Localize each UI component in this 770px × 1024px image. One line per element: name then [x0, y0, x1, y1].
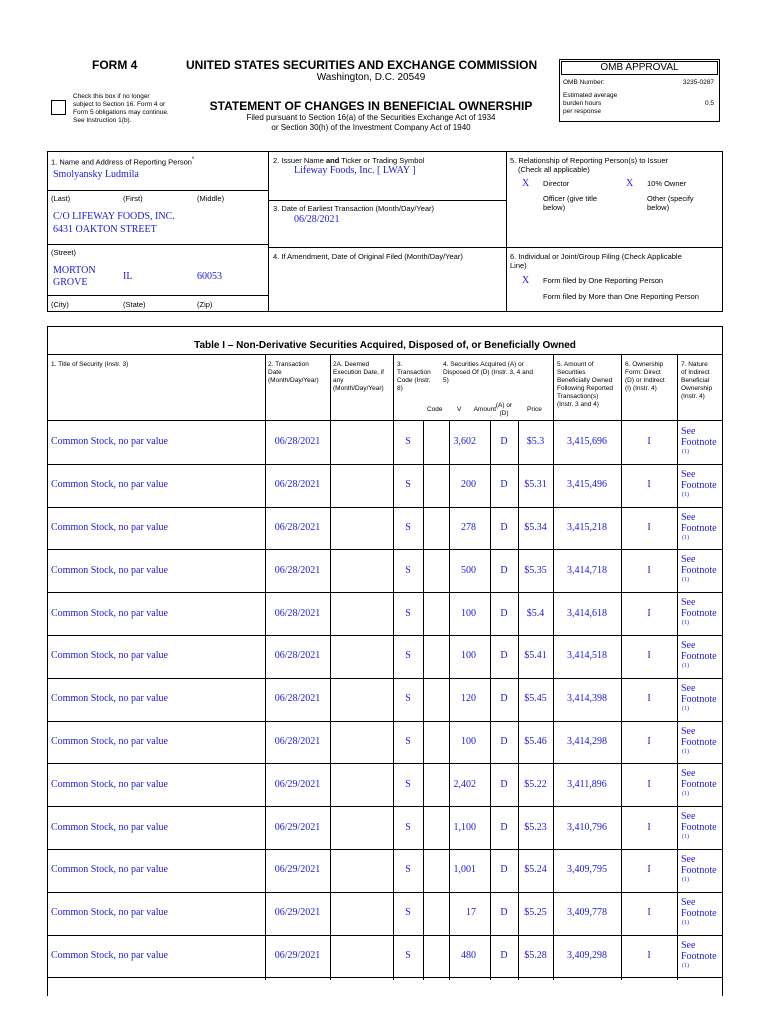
- owned-after-cell: 3,409,778: [567, 907, 607, 919]
- ownership-form-cell: I: [647, 479, 651, 491]
- ownership-form-cell: I: [647, 821, 651, 833]
- one-person-label: Form filed by One Reporting Person: [543, 276, 664, 285]
- relationship-label: 5. Relationship of Reporting Person(s) to Issuer (Check all applicable): [510, 156, 668, 174]
- omb-title: OMB APPROVAL: [600, 62, 679, 73]
- price-cell: $5.28: [524, 950, 547, 961]
- amount-cell: 1,100: [453, 821, 476, 833]
- col-title-header: 1. Title of Security (Instr. 3): [51, 361, 129, 368]
- footnote-ref-cell: (1): [682, 449, 689, 455]
- acquired-disposed-cell: D: [500, 607, 508, 619]
- transaction-code-cell: S: [405, 436, 411, 448]
- acquired-disposed-cell: D: [500, 907, 508, 919]
- transaction-date-cell: 06/29/2021: [274, 950, 321, 961]
- amount-cell: 1,001: [453, 864, 476, 876]
- omb-burden-label: Estimated average burden hours per response: [563, 92, 618, 115]
- price-cell: $5.25: [524, 907, 547, 919]
- more-persons-label: Form filed by More than One Reporting Person: [543, 292, 699, 301]
- ownership-form-cell: I: [647, 564, 651, 576]
- last-label: (Last): [51, 194, 71, 203]
- amount-cell: 3,602: [453, 436, 476, 448]
- amount-cell: 100: [461, 650, 476, 662]
- nature-footnote-cell: Footnote: [681, 479, 717, 491]
- acquired-disposed-cell: D: [500, 821, 508, 833]
- address-line-1: C/O LIFEWAY FOODS, INC.: [53, 211, 175, 222]
- nature-see-cell: See: [681, 896, 696, 908]
- security-title-cell: Common Stock, no par value: [51, 778, 168, 790]
- transaction-code-cell: S: [405, 821, 411, 833]
- ownership-form-cell: I: [647, 950, 651, 961]
- nature-see-cell: See: [681, 854, 696, 865]
- price-cell: $5.35: [524, 564, 547, 576]
- owned-after-cell: 3,414,518: [567, 650, 607, 662]
- amount-cell: 278: [461, 522, 476, 533]
- amendment-label: 4. If Amendment, Date of Original Filed (Month/Day/Year): [273, 252, 463, 261]
- nature-see-cell: See: [681, 811, 696, 823]
- director-mark[interactable]: X: [522, 178, 530, 189]
- acquired-disposed-cell: D: [500, 950, 508, 961]
- security-title-cell: Common Stock, no par value: [51, 650, 168, 662]
- checkbox-instructions: Check this box if no longer subject to Section 16. Form 4 or Form 5 obligations may continue. See Instruction 1(b).: [73, 93, 169, 124]
- amount-cell: 100: [461, 736, 476, 747]
- transaction-date-cell: 06/28/2021: [274, 736, 321, 747]
- omb-burden-value: 0.5: [704, 100, 714, 107]
- reporting-person-name: Smolyansky Ludmila: [53, 169, 139, 180]
- transaction-date-cell: 06/29/2021: [274, 907, 321, 919]
- transaction-code-cell: S: [405, 693, 411, 705]
- transaction-date-cell: 06/28/2021: [274, 607, 321, 619]
- transaction-date-cell: 06/28/2021: [274, 436, 321, 448]
- nature-see-cell: See: [681, 426, 696, 437]
- statement-title: STATEMENT OF CHANGES IN BENEFICIAL OWNERSHIP: [209, 99, 533, 113]
- nature-see-cell: See: [681, 725, 696, 737]
- nature-footnote-cell: Footnote: [681, 950, 717, 962]
- amount-cell: 2,402: [453, 778, 476, 790]
- omb-number-value: 3235-0287: [682, 79, 714, 86]
- owned-after-cell: 3,411,896: [567, 778, 607, 790]
- transaction-code-cell: S: [405, 650, 411, 662]
- table-1-title: Table I – Non-Derivative Securities Acquired, Disposed of, or Beneficially Owned: [194, 340, 576, 351]
- nature-footnote-cell: Footnote: [681, 779, 717, 791]
- city-value: MORTON GROVE: [53, 265, 96, 288]
- transaction-date-cell: 06/29/2021: [274, 821, 321, 833]
- nature-footnote-cell: Footnote: [681, 865, 717, 876]
- ten-percent-owner-mark[interactable]: X: [626, 178, 634, 189]
- transaction-code-cell: S: [405, 736, 411, 747]
- acquired-disposed-cell: D: [500, 522, 508, 533]
- transaction-date-cell: 06/29/2021: [274, 778, 321, 790]
- middle-label: (Middle): [197, 194, 225, 203]
- ownership-form-cell: I: [647, 693, 651, 705]
- ownership-form-cell: I: [647, 864, 651, 876]
- zip-label: (Zip): [197, 300, 213, 309]
- nature-see-cell: See: [681, 939, 696, 951]
- nature-footnote-cell: Footnote: [681, 437, 717, 448]
- price-cell: $5.3: [526, 436, 545, 448]
- footnote-ref-cell: (1): [682, 834, 689, 841]
- amount-cell: 500: [461, 564, 476, 576]
- sub-v-header: V: [457, 406, 462, 413]
- one-person-mark[interactable]: X: [522, 275, 530, 286]
- transaction-date-cell: 06/28/2021: [274, 650, 321, 662]
- owned-after-cell: 3,415,496: [567, 479, 607, 491]
- nature-footnote-cell: Footnote: [681, 522, 717, 534]
- nature-footnote-cell: Footnote: [681, 608, 717, 620]
- acquired-disposed-cell: D: [500, 650, 508, 662]
- reporting-person-label: 1. Name and Address of Reporting Person*: [51, 157, 195, 167]
- transaction-date-cell: 06/28/2021: [274, 564, 321, 576]
- transaction-date-cell: 06/28/2021: [274, 522, 321, 533]
- transaction-date-cell: 06/28/2021: [274, 693, 321, 705]
- footnote-ref-cell: (1): [682, 491, 689, 498]
- price-cell: $5.31: [524, 479, 547, 491]
- transaction-code-cell: S: [405, 564, 411, 576]
- ownership-form-cell: I: [647, 522, 651, 533]
- price-cell: $5.45: [524, 693, 547, 705]
- director-label: Director: [543, 179, 570, 188]
- earliest-transaction-date: 06/28/2021: [294, 214, 340, 225]
- col-code-header: 3. Transaction Code (Instr. 8): [397, 361, 431, 392]
- price-cell: $5.46: [524, 736, 547, 747]
- transaction-code-cell: S: [405, 479, 411, 491]
- transaction-code-cell: S: [405, 950, 411, 961]
- street-label: (Street): [51, 248, 77, 257]
- price-cell: $5.41: [524, 650, 547, 662]
- address-line-2: 6431 OAKTON STREET: [53, 224, 157, 235]
- acquired-disposed-cell: D: [500, 436, 508, 448]
- footnote-ref-cell: (1): [682, 620, 689, 627]
- filed-pursuant: Filed pursuant to Section 16(a) of the Securities Exchange Act of 1934 or Section 30(h) of the Investment Company Act of 1940: [246, 113, 496, 132]
- agency-title: UNITED STATES SECURITIES AND EXCHANGE COMMISSION: [186, 58, 538, 72]
- transaction-date-cell: 06/28/2021: [274, 479, 321, 491]
- sub-amount-header: Amount: [473, 406, 496, 413]
- footnote-ref-cell: (1): [682, 705, 689, 712]
- security-title-cell: Common Stock, no par value: [51, 950, 168, 961]
- ownership-form-cell: I: [647, 650, 651, 662]
- acquired-disposed-cell: D: [500, 736, 508, 747]
- owned-after-cell: 3,414,398: [567, 693, 607, 705]
- sub-code-header: Code: [427, 406, 443, 413]
- amount-cell: 200: [461, 479, 476, 491]
- officer-label: Officer (give title below): [543, 194, 598, 212]
- ownership-form-cell: I: [647, 607, 651, 619]
- security-title-cell: Common Stock, no par value: [51, 821, 168, 833]
- ownership-form-cell: I: [647, 436, 651, 448]
- security-title-cell: Common Stock, no par value: [51, 736, 168, 747]
- footnote-ref-cell: (1): [682, 791, 689, 798]
- nature-footnote-cell: Footnote: [681, 736, 717, 748]
- owned-after-cell: 3,414,718: [567, 564, 607, 576]
- footnote-ref-cell: (1): [682, 577, 689, 584]
- nature-see-cell: See: [681, 640, 696, 651]
- footnote-ref-cell: (1): [682, 663, 689, 669]
- nature-footnote-cell: Footnote: [681, 822, 717, 834]
- state-label: (State): [123, 300, 146, 309]
- amount-cell: 100: [461, 607, 476, 619]
- transaction-date-cell: 06/29/2021: [274, 864, 321, 876]
- transaction-code-cell: S: [405, 907, 411, 919]
- nature-see-cell: See: [681, 682, 696, 694]
- owned-after-cell: 3,409,298: [567, 950, 607, 961]
- owned-after-cell: 3,414,618: [567, 607, 607, 619]
- col-nature-header: 7. Nature of Indirect Beneficial Ownership (Instr. 4): [681, 361, 713, 400]
- ownership-form-cell: I: [647, 778, 651, 790]
- transaction-code-cell: S: [405, 864, 411, 876]
- price-cell: $5.24: [524, 864, 547, 876]
- col-deemed-header: 2A. Deemed Execution Date, if any (Month/Day/Year): [333, 361, 384, 392]
- other-label: Other (specify below): [647, 194, 694, 212]
- first-label: (First): [123, 194, 143, 203]
- amount-cell: 480: [461, 950, 476, 961]
- earliest-transaction-label: 3. Date of Earliest Transaction (Month/Day/Year): [273, 204, 435, 213]
- security-title-cell: Common Stock, no par value: [51, 907, 168, 919]
- owned-after-cell: 3,410,796: [567, 821, 607, 833]
- ownership-form-cell: I: [647, 907, 651, 919]
- col-date-header: 2. Transaction Date (Month/Day/Year): [268, 361, 319, 384]
- ownership-form-cell: I: [647, 736, 651, 747]
- security-title-cell: Common Stock, no par value: [51, 564, 168, 576]
- nature-footnote-cell: Footnote: [681, 651, 717, 662]
- col-amount-owned-header: 5. Amount of Securities Beneficially Owned Following Reported Transaction(s) (Instr. 3 and 4): [557, 361, 614, 408]
- amount-cell: 120: [461, 693, 476, 705]
- sub-aord-header: (A) or (D): [495, 402, 513, 417]
- acquired-disposed-cell: D: [500, 564, 508, 576]
- price-cell: $5.22: [524, 778, 547, 790]
- footnote-ref-cell: (1): [682, 877, 689, 883]
- transaction-code-cell: S: [405, 522, 411, 533]
- omb-number-label: OMB Number:: [563, 79, 605, 86]
- footnote-ref-cell: (1): [682, 962, 689, 969]
- transaction-code-cell: S: [405, 607, 411, 619]
- transaction-code-cell: S: [405, 778, 411, 790]
- nature-see-cell: See: [681, 768, 696, 780]
- security-title-cell: Common Stock, no par value: [51, 479, 168, 491]
- acquired-disposed-cell: D: [500, 864, 508, 876]
- nature-see-cell: See: [681, 597, 696, 609]
- nature-see-cell: See: [681, 511, 696, 523]
- nature-footnote-cell: Footnote: [681, 693, 717, 705]
- nature-see-cell: See: [681, 468, 696, 480]
- issuer-name-value: Lifeway Foods, Inc. [ LWAY ]: [294, 165, 416, 176]
- acquired-disposed-cell: D: [500, 479, 508, 491]
- owned-after-cell: 3,415,218: [567, 522, 607, 533]
- zip-value: 60053: [197, 271, 222, 282]
- ten-percent-owner-label: 10% Owner: [647, 179, 687, 188]
- owned-after-cell: 3,415,696: [567, 436, 607, 448]
- no-longer-subject-checkbox[interactable]: [51, 100, 66, 115]
- footnote-ref-cell: (1): [682, 919, 689, 926]
- price-cell: $5.4: [526, 607, 545, 619]
- col-ownership-form-header: 6. Ownership Form: Direct (D) or Indirect (I) (Instr. 4): [625, 361, 665, 392]
- footnote-ref-cell: (1): [682, 534, 689, 541]
- price-cell: $5.23: [524, 821, 547, 833]
- owned-after-cell: 3,414,298: [567, 736, 607, 747]
- security-title-cell: Common Stock, no par value: [51, 693, 168, 705]
- amount-cell: 17: [466, 907, 476, 919]
- state-value: IL: [123, 271, 133, 282]
- form-label: FORM 4: [92, 58, 138, 72]
- agency-location: Washington, D.C. 20549: [316, 72, 426, 83]
- acquired-disposed-cell: D: [500, 778, 508, 790]
- sub-price-header: Price: [527, 406, 542, 413]
- security-title-cell: Common Stock, no par value: [51, 436, 168, 448]
- security-title-cell: Common Stock, no par value: [51, 864, 168, 876]
- nature-footnote-cell: Footnote: [681, 907, 717, 919]
- individual-joint-label: 6. Individual or Joint/Group Filing (Check Applicable Line): [510, 252, 682, 270]
- security-title-cell: Common Stock, no par value: [51, 607, 168, 619]
- security-title-cell: Common Stock, no par value: [51, 522, 168, 533]
- owned-after-cell: 3,409,795: [567, 864, 607, 876]
- city-label: (City): [51, 300, 69, 309]
- col-securities-header: 4. Securities Acquired (A) or Disposed Of (D) (Instr. 3, 4 and 5): [443, 361, 533, 384]
- nature-see-cell: See: [681, 554, 696, 566]
- acquired-disposed-cell: D: [500, 693, 508, 705]
- footnote-ref-cell: (1): [682, 748, 689, 755]
- issuer-name-label: 2. Issuer Name and Ticker or Trading Symbol: [273, 156, 425, 165]
- price-cell: $5.34: [524, 522, 547, 533]
- nature-footnote-cell: Footnote: [681, 565, 717, 577]
